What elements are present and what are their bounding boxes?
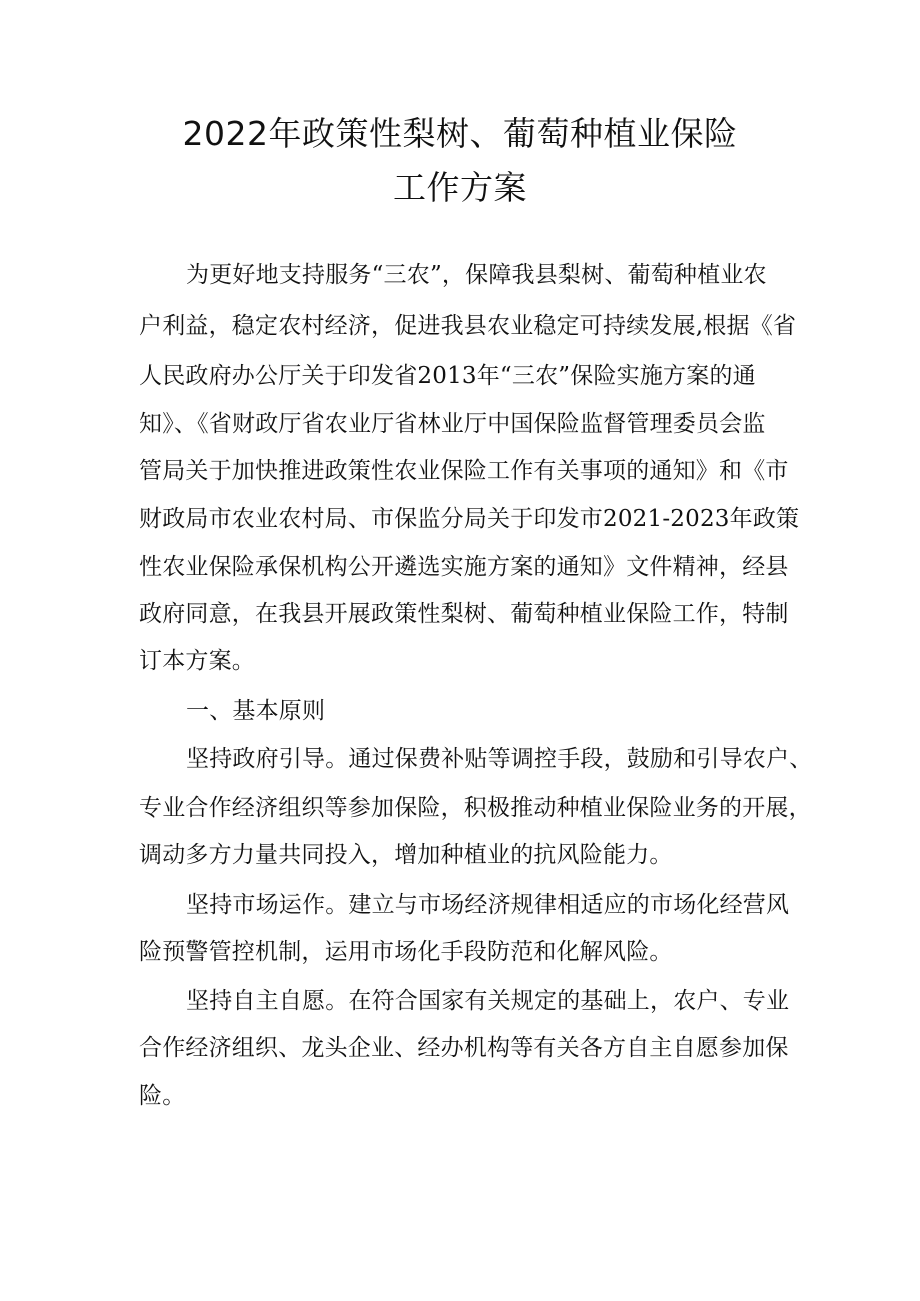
document-title-line-1: 2022年政策性梨树、葡萄种植业保险 [182, 114, 738, 153]
paragraph-1-line: 性农业保险承保机构公开遴选实施方案的通知》文件精神，经县 [139, 554, 789, 580]
paragraph-3-line: 坚持市场运作。建立与市场经济规律相适应的市场化经营风 [186, 892, 790, 918]
paragraph-2-line: 调动多方力量共同投入，增加种植业的抗风险能力。 [139, 842, 673, 868]
paragraph-3-line: 险预警管控机制，运用市场化手段防范和化解风险。 [139, 939, 673, 965]
paragraph-1-line: 为更好地支持服务“三农”，保障我县梨树、葡萄种植业农 [186, 262, 767, 288]
paragraph-1-line: 户利益，稳定农村经济，促进我县农业稳定可持续发展,根据《省 [139, 313, 797, 339]
paragraph-2-line: 坚持政府引导。通过保费补贴等调控手段，鼓励和引导农户、 [186, 746, 813, 772]
paragraph-1-line: 知》、《省财政厅省农业厅省林业厅中国保险监督管理委员会监 [139, 411, 766, 437]
paragraph-1-line: 订本方案。 [139, 648, 255, 674]
section-heading-basic-principles: 一、基本原则 [186, 698, 326, 724]
paragraph-1-line: 管局关于加快推进政策性农业保险工作有关事项的通知》和《市 [139, 458, 789, 484]
paragraph-4-line: 险。 [139, 1083, 186, 1109]
paragraph-1-line: 政府同意，在我县开展政策性梨树、葡萄种植业保险工作，特制 [139, 601, 789, 627]
paragraph-1-line: 财政局市农业农村局、市保监分局关于印发市2021-2023年政策 [139, 506, 800, 532]
paragraph-4-line: 坚持自主自愿。在符合国家有关规定的基础上，农户、专业 [186, 988, 790, 1014]
paragraph-4-line: 合作经济组织、龙头企业、经办机构等有关各方自主自愿参加保 [139, 1035, 789, 1061]
paragraph-1-line: 人民政府办公厅关于印发省2013年“三农”保险实施方案的通 [139, 363, 756, 389]
document-title-line-2: 工作方案 [393, 168, 527, 207]
paragraph-2-line: 专业合作经济组织等参加保险，积极推动种植业保险业务的开展， [139, 795, 812, 821]
